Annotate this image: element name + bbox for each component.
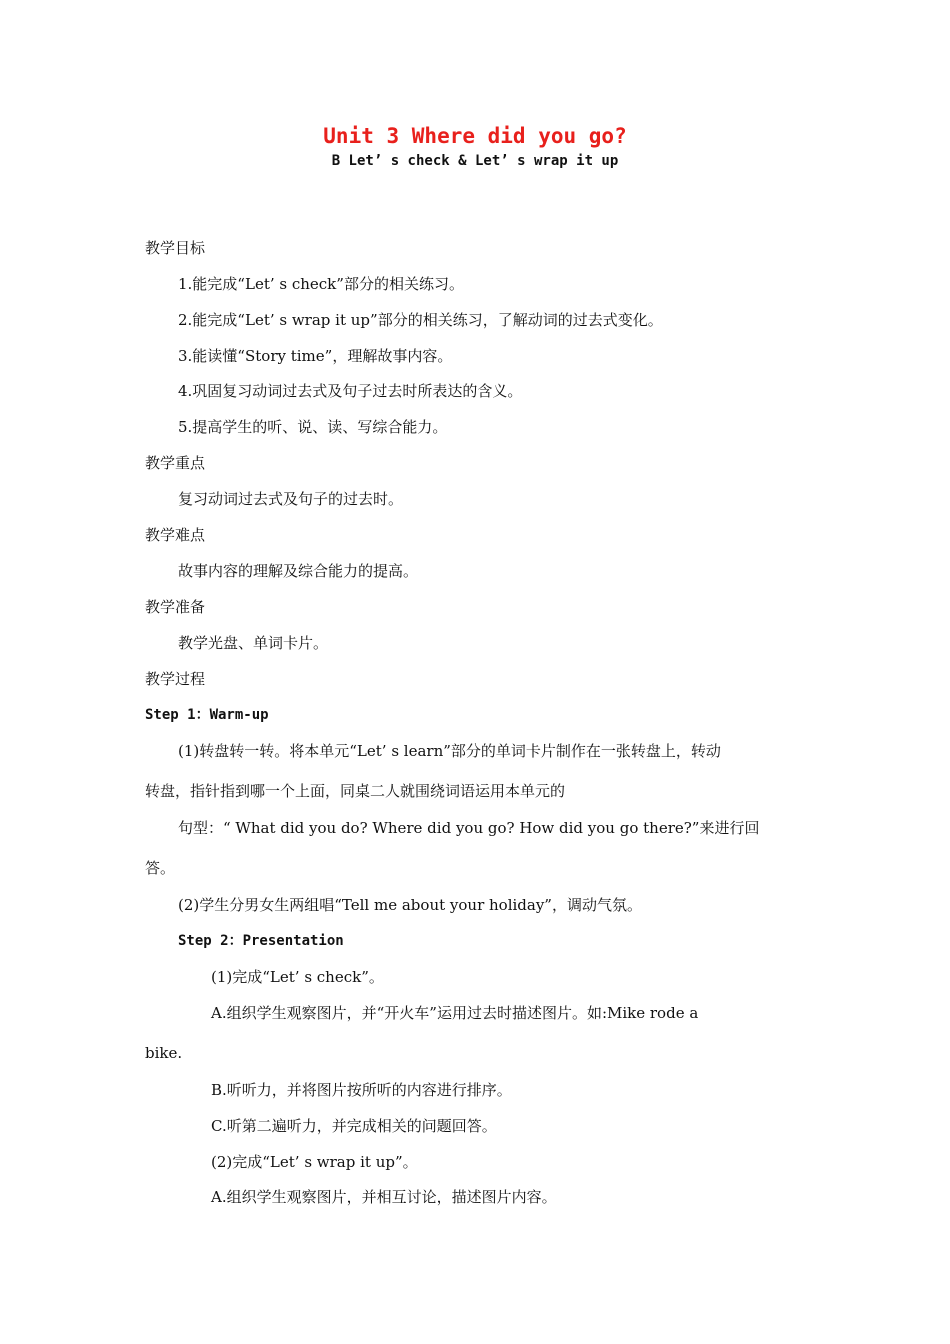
objective-item: 4.巩固复习动词过去式及句子过去时所表达的含义。 xyxy=(178,382,523,400)
step-2-item: (2)完成“Let’ s wrap it up”。 xyxy=(211,1153,418,1171)
key-points-text: 复习动词过去式及句子的过去时。 xyxy=(178,490,404,508)
step-2-item: A.组织学生观察图片，并相互讨论，描述图片内容。 xyxy=(211,1188,557,1206)
document-subtitle: B Let’ s check & Let’ s wrap it up xyxy=(331,153,619,169)
step-2-heading: Step 2：Presentation xyxy=(178,933,344,949)
section-heading-key-points: 教学重点 xyxy=(145,454,206,472)
difficulties-text: 故事内容的理解及综合能力的提高。 xyxy=(178,562,419,580)
step-2-item: B.听听力，并将图片按所听的内容进行排序。 xyxy=(211,1081,512,1099)
step-2-item: A.组织学生观察图片，并“开火车”运用过去时描述图片。如:Mike rode a xyxy=(211,1004,699,1022)
section-heading-process: 教学过程 xyxy=(145,670,206,688)
section-heading-objectives: 教学目标 xyxy=(145,239,206,257)
step-2-item: C.听第二遍听力，并完成相关的问题回答。 xyxy=(211,1117,497,1135)
step-1-paragraph-cont: 答。 xyxy=(145,859,176,877)
preparation-text: 教学光盘、单词卡片。 xyxy=(178,634,329,652)
step-1-item-2: (2)学生分男女生两组唱“Tell me about your holiday”，调动气氛。 xyxy=(178,896,642,914)
objective-item: 2.能完成“Let’ s wrap it up”部分的相关练习，了解动词的过去式变化。 xyxy=(178,311,663,329)
section-heading-difficulties: 教学难点 xyxy=(145,526,206,544)
step-1-paragraph-cont: 句型：“ What did you do? Where did you go? How did you go there?”来进行回 xyxy=(178,819,760,837)
objective-item: 5.提高学生的听、说、读、写综合能力。 xyxy=(178,418,448,436)
document-title: Unit 3 Where did you go? xyxy=(323,124,627,148)
objective-item: 3.能读懂“Story time”，理解故事内容。 xyxy=(178,347,453,365)
section-heading-preparation: 教学准备 xyxy=(145,598,206,616)
step-1-heading: Step 1：Warm-up xyxy=(145,707,269,723)
step-1-paragraph: (1)转盘转一转。将本单元“Let’ s learn”部分的单词卡片制作在一张转盘上，转动 xyxy=(178,742,721,760)
step-1-paragraph-cont: 转盘，指针指到哪一个上面，同桌二人就围绕词语运用本单元的 xyxy=(145,782,566,800)
step-2-item: (1)完成“Let’ s check”。 xyxy=(211,968,384,986)
objective-item: 1.能完成“Let’ s check”部分的相关练习。 xyxy=(178,275,464,293)
step-2-item-cont: bike. xyxy=(145,1044,183,1062)
